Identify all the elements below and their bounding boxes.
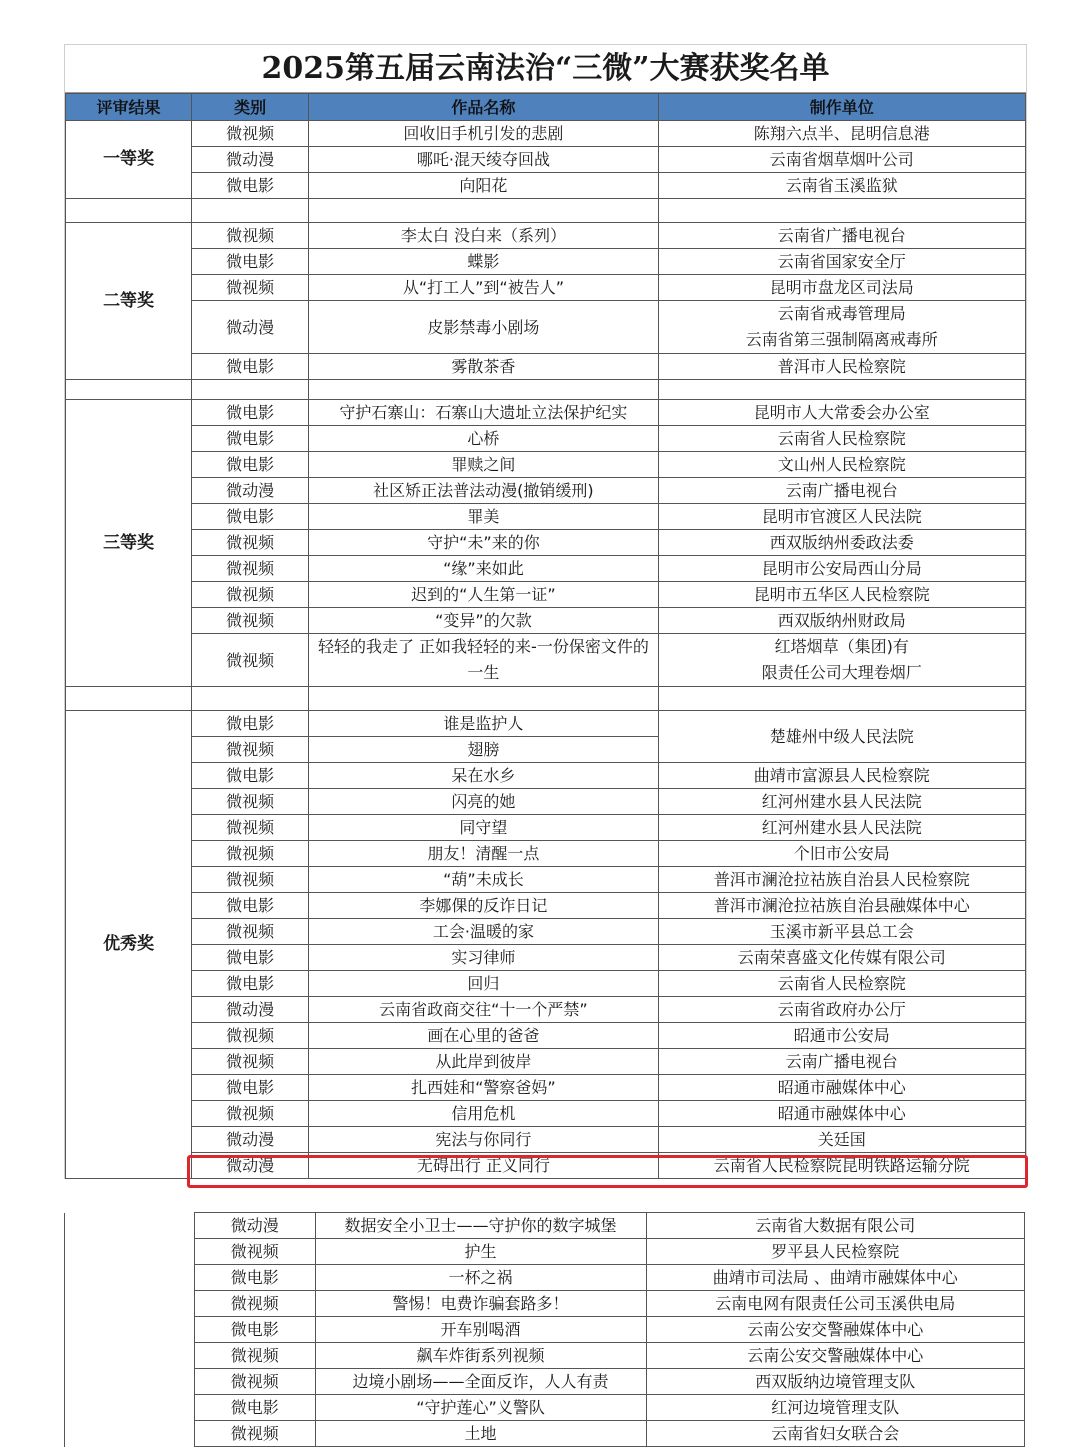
producer-cell: 个旧市公安局: [658, 841, 1025, 867]
award-level-cell: 一等奖: [66, 121, 192, 199]
producer-cell: 云南荣喜盛文化传媒有限公司: [658, 945, 1025, 971]
category-cell: 微动漫: [192, 478, 309, 504]
table-row: [66, 1127, 1026, 1153]
spacer-row: [66, 199, 1026, 223]
category-cell: 微视频: [194, 1239, 315, 1265]
table-row: [66, 1049, 1026, 1075]
table-row: [66, 426, 1026, 452]
category-cell: 微电影: [192, 711, 309, 737]
header-category: 类别: [192, 94, 309, 121]
producer-cell: 云南公安交警融媒体中心: [646, 1343, 1024, 1369]
producer-cell: 云南省烟草烟叶公司: [658, 147, 1025, 173]
producer-cell: 云南省广播电视台: [658, 223, 1025, 249]
category-cell: 微电影: [192, 354, 309, 380]
award-level-cell: [65, 1213, 195, 1239]
category-cell: 微电影: [194, 1265, 315, 1291]
producer-cell: 红河州建水县人民法院: [658, 815, 1025, 841]
category-cell: 微动漫: [192, 301, 309, 354]
producer-cell: 昭通市公安局: [658, 1023, 1025, 1049]
empty-cell: [66, 380, 192, 400]
page-break-gap: [0, 1186, 1080, 1212]
category-cell: 微电影: [192, 173, 309, 199]
table-row: [66, 400, 1026, 426]
work-title-cell: 数据安全小卫士——守护你的数字城堡: [315, 1213, 646, 1239]
empty-cell: [658, 199, 1025, 223]
work-title-cell: 开车别喝酒: [315, 1317, 646, 1343]
category-cell: 微视频: [194, 1421, 315, 1447]
category-cell: 微电影: [192, 945, 309, 971]
award-level-cell: 三等奖: [66, 400, 192, 687]
work-title-cell: “葫”未成长: [309, 867, 658, 893]
category-cell: 微视频: [194, 1343, 315, 1369]
table-row: [66, 789, 1026, 815]
work-title-cell: 谁是监护人: [309, 711, 658, 737]
producer-cell: 文山州人民检察院: [658, 452, 1025, 478]
work-title-cell: 朋友！清醒一点: [309, 841, 658, 867]
table-row: [65, 1265, 1025, 1291]
table-row: [66, 634, 1026, 687]
producer-cell: 西双版纳边境管理支队: [646, 1369, 1024, 1395]
table-row: [66, 301, 1026, 354]
category-cell: 微动漫: [194, 1213, 315, 1239]
work-title-cell: 社区矫正法普法动漫(撤销缓刑): [309, 478, 658, 504]
work-title-cell: 实习律师: [309, 945, 658, 971]
work-title-cell: 罪美: [309, 504, 658, 530]
table-row: [66, 763, 1026, 789]
award-level-cell: [65, 1421, 195, 1447]
category-cell: 微视频: [192, 1049, 309, 1075]
producer-cell: 云南省人民检察院: [658, 971, 1025, 997]
table-row: [65, 1291, 1025, 1317]
work-title-cell: 呆在水乡: [309, 763, 658, 789]
award-level-cell: [65, 1369, 195, 1395]
empty-cell: [309, 380, 658, 400]
producer-cell: 云南省大数据有限公司: [646, 1213, 1024, 1239]
work-title-cell: 信用危机: [309, 1101, 658, 1127]
producer-cell: 云南省政府办公厅: [658, 997, 1025, 1023]
producer-cell: 云南电网有限责任公司玉溪供电局: [646, 1291, 1024, 1317]
producer-cell: 普洱市澜沧拉祜族自治县融媒体中心: [658, 893, 1025, 919]
category-cell: 微视频: [194, 1291, 315, 1317]
table-row: [66, 354, 1026, 380]
table-row: [66, 893, 1026, 919]
table-row: [66, 223, 1026, 249]
table-row: [66, 997, 1026, 1023]
header-work: 作品名称: [309, 94, 658, 121]
producer-cell: 西双版纳州委政法委: [658, 530, 1025, 556]
work-title-cell: 从“打工人”到“被告人”: [309, 275, 658, 301]
work-title-cell: 同守望: [309, 815, 658, 841]
producer-cell: 红河边境管理支队: [646, 1395, 1024, 1421]
category-cell: 微电影: [194, 1317, 315, 1343]
award-level-cell: 优秀奖: [66, 711, 192, 1179]
award-level-cell: [65, 1239, 195, 1265]
header-result: 评审结果: [66, 94, 192, 121]
category-cell: 微视频: [192, 275, 309, 301]
table-row: [65, 1317, 1025, 1343]
work-title-cell: 宪法与你同行: [309, 1127, 658, 1153]
category-cell: 微电影: [192, 452, 309, 478]
work-title-cell: 无碍出行 正义同行: [309, 1153, 658, 1179]
work-title-cell: 从此岸到彼岸: [309, 1049, 658, 1075]
award-level-cell: [65, 1291, 195, 1317]
category-cell: 微视频: [192, 634, 309, 687]
table-row: [66, 530, 1026, 556]
table-row: [66, 452, 1026, 478]
work-title-cell: “守护莲心”义警队: [315, 1395, 646, 1421]
work-title-cell: 雾散茶香: [309, 354, 658, 380]
table-row: [66, 121, 1026, 147]
category-cell: 微视频: [192, 530, 309, 556]
empty-cell: [192, 687, 309, 711]
category-cell: 微电影: [192, 249, 309, 275]
table-row: [66, 945, 1026, 971]
category-cell: 微电影: [194, 1395, 315, 1421]
producer-cell: 关廷国: [658, 1127, 1025, 1153]
producer-cell: 罗平县人民检察院: [646, 1239, 1024, 1265]
table-row: [66, 249, 1026, 275]
table-row: [66, 919, 1026, 945]
table-row: [66, 147, 1026, 173]
producer-cell: 昆明市人大常委会办公室: [658, 400, 1025, 426]
award-level-cell: [65, 1317, 195, 1343]
work-title-cell: 心桥: [309, 426, 658, 452]
table-row: [66, 711, 1026, 737]
producer-cell: 昆明市盘龙区司法局: [658, 275, 1025, 301]
work-title-cell: 蝶影: [309, 249, 658, 275]
category-cell: 微电影: [192, 400, 309, 426]
category-cell: 微视频: [192, 556, 309, 582]
empty-cell: [658, 687, 1025, 711]
producer-cell: 云南省人民检察院昆明铁路运输分院: [658, 1153, 1025, 1179]
category-cell: 微电影: [192, 971, 309, 997]
producer-cell: 昆明市官渡区人民法院: [658, 504, 1025, 530]
work-title-cell: 李娜倮的反诈日记: [309, 893, 658, 919]
work-title-cell: 迟到的“人生第一证”: [309, 582, 658, 608]
category-cell: 微视频: [194, 1369, 315, 1395]
table-row: [66, 173, 1026, 199]
category-cell: 微动漫: [192, 147, 309, 173]
award-level-cell: [65, 1265, 195, 1291]
category-cell: 微视频: [192, 1023, 309, 1049]
work-title-cell: 皮影禁毒小剧场: [309, 301, 658, 354]
producer-cell: 云南省玉溪监狱: [658, 173, 1025, 199]
category-cell: 微视频: [192, 867, 309, 893]
producer-cell: 陈翔六点半、昆明信息港: [658, 121, 1025, 147]
producer-cell: 云南广播电视台: [658, 1049, 1025, 1075]
award-level-cell: [65, 1395, 195, 1421]
header-row: [66, 94, 1026, 121]
producer-cell: 红塔烟草（集团)有 限责任公司大理卷烟厂: [658, 634, 1025, 687]
work-title-cell: 守护石寨山：石寨山大遗址立法保护纪实: [309, 400, 658, 426]
work-title-cell: 画在心里的爸爸: [309, 1023, 658, 1049]
work-title-cell: 回收旧手机引发的悲剧: [309, 121, 658, 147]
category-cell: 微电影: [192, 1075, 309, 1101]
category-cell: 微电影: [192, 763, 309, 789]
table-row: [65, 1213, 1025, 1239]
work-title-cell: 扎西娃和“警察爸妈”: [309, 1075, 658, 1101]
table-row: [66, 1101, 1026, 1127]
work-title-cell: 警惕！电费诈骗套路多！: [315, 1291, 646, 1317]
category-cell: 微视频: [192, 737, 309, 763]
producer-cell: 普洱市澜沧拉祜族自治县人民检察院: [658, 867, 1025, 893]
page-title: 2025第五届云南法治“三微”大赛获奖名单: [65, 45, 1026, 93]
producer-cell: 红河州建水县人民法院: [658, 789, 1025, 815]
table-row: [65, 1421, 1025, 1447]
work-title-cell: 李太白 没白来（系列）: [309, 223, 658, 249]
table-row: [66, 1023, 1026, 1049]
table-row: [66, 556, 1026, 582]
producer-cell: 云南公安交警融媒体中心: [646, 1317, 1024, 1343]
producer-cell: 西双版纳州财政局: [658, 608, 1025, 634]
table-row: [66, 504, 1026, 530]
category-cell: 微视频: [192, 223, 309, 249]
work-title-cell: “变异”的欠款: [309, 608, 658, 634]
table-row: [66, 1153, 1026, 1179]
work-title-cell: 工会·温暖的家: [309, 919, 658, 945]
award-table-continued: [64, 1212, 1025, 1447]
table-row: [66, 971, 1026, 997]
table-row: [66, 608, 1026, 634]
award-sheet: [64, 44, 1027, 1179]
producer-cell: 云南省妇女联合会: [646, 1421, 1024, 1447]
category-cell: 微视频: [192, 582, 309, 608]
work-title-cell: 向阳花: [309, 173, 658, 199]
producer-cell: 云南广播电视台: [658, 478, 1025, 504]
work-title-cell: 边境小剧场——全面反诈，人人有责: [315, 1369, 646, 1395]
award-level-cell: 二等奖: [66, 223, 192, 380]
category-cell: 微视频: [192, 1101, 309, 1127]
table-row: [65, 1239, 1025, 1265]
work-title-cell: “缘”来如此: [309, 556, 658, 582]
empty-cell: [309, 199, 658, 223]
work-title-cell: 回归: [309, 971, 658, 997]
category-cell: 微视频: [192, 608, 309, 634]
producer-cell: 玉溪市新平县总工会: [658, 919, 1025, 945]
empty-cell: [309, 687, 658, 711]
work-title-cell: 轻轻的我走了 正如我轻轻的来-一份保密文件的一生: [309, 634, 658, 687]
table-row: [66, 275, 1026, 301]
work-title-cell: 守护“未”来的你: [309, 530, 658, 556]
table-row: [66, 1075, 1026, 1101]
category-cell: 微动漫: [192, 1153, 309, 1179]
category-cell: 微视频: [192, 841, 309, 867]
empty-cell: [192, 380, 309, 400]
work-title-cell: 哪吒·混天绫夺回战: [309, 147, 658, 173]
spacer-row: [66, 380, 1026, 400]
producer-cell: 云南省人民检察院: [658, 426, 1025, 452]
category-cell: 微电影: [192, 893, 309, 919]
table-row: [65, 1369, 1025, 1395]
award-level-cell: [65, 1343, 195, 1369]
table-row: [66, 478, 1026, 504]
category-cell: 微电影: [192, 426, 309, 452]
empty-cell: [66, 199, 192, 223]
producer-cell: 云南省国家安全厅: [658, 249, 1025, 275]
table-row: [65, 1395, 1025, 1421]
table-row: [66, 841, 1026, 867]
producer-cell: 普洱市人民检察院: [658, 354, 1025, 380]
header-unit: 制作单位: [658, 94, 1025, 121]
table-row: [65, 1343, 1025, 1369]
work-title-cell: 土地: [315, 1421, 646, 1447]
category-cell: 微视频: [192, 815, 309, 841]
table-row: [66, 582, 1026, 608]
producer-cell: 楚雄州中级人民法院: [658, 711, 1025, 763]
work-title-cell: 护生: [315, 1239, 646, 1265]
category-cell: 微动漫: [192, 1127, 309, 1153]
work-title-cell: 闪亮的她: [309, 789, 658, 815]
empty-cell: [658, 380, 1025, 400]
category-cell: 微动漫: [192, 997, 309, 1023]
producer-cell: 曲靖市富源县人民检察院: [658, 763, 1025, 789]
empty-cell: [192, 199, 309, 223]
producer-cell: 昆明市五华区人民检察院: [658, 582, 1025, 608]
award-table: [65, 93, 1026, 1179]
work-title-cell: 翅膀: [309, 737, 658, 763]
category-cell: 微视频: [192, 919, 309, 945]
producer-cell: 昭通市融媒体中心: [658, 1075, 1025, 1101]
table-row: [66, 815, 1026, 841]
empty-cell: [66, 687, 192, 711]
work-title-cell: 飙车炸街系列视频: [315, 1343, 646, 1369]
producer-cell: 昭通市融媒体中心: [658, 1101, 1025, 1127]
table-row: [66, 867, 1026, 893]
producer-cell: 昆明市公安局西山分局: [658, 556, 1025, 582]
work-title-cell: 罪赎之间: [309, 452, 658, 478]
category-cell: 微视频: [192, 789, 309, 815]
spacer-row: [66, 687, 1026, 711]
work-title-cell: 一杯之祸: [315, 1265, 646, 1291]
producer-cell: 云南省戒毒管理局 云南省第三强制隔离戒毒所: [658, 301, 1025, 354]
category-cell: 微视频: [192, 121, 309, 147]
producer-cell: 曲靖市司法局 、曲靖市融媒体中心: [646, 1265, 1024, 1291]
category-cell: 微电影: [192, 504, 309, 530]
work-title-cell: 云南省政商交往“十一个严禁”: [309, 997, 658, 1023]
